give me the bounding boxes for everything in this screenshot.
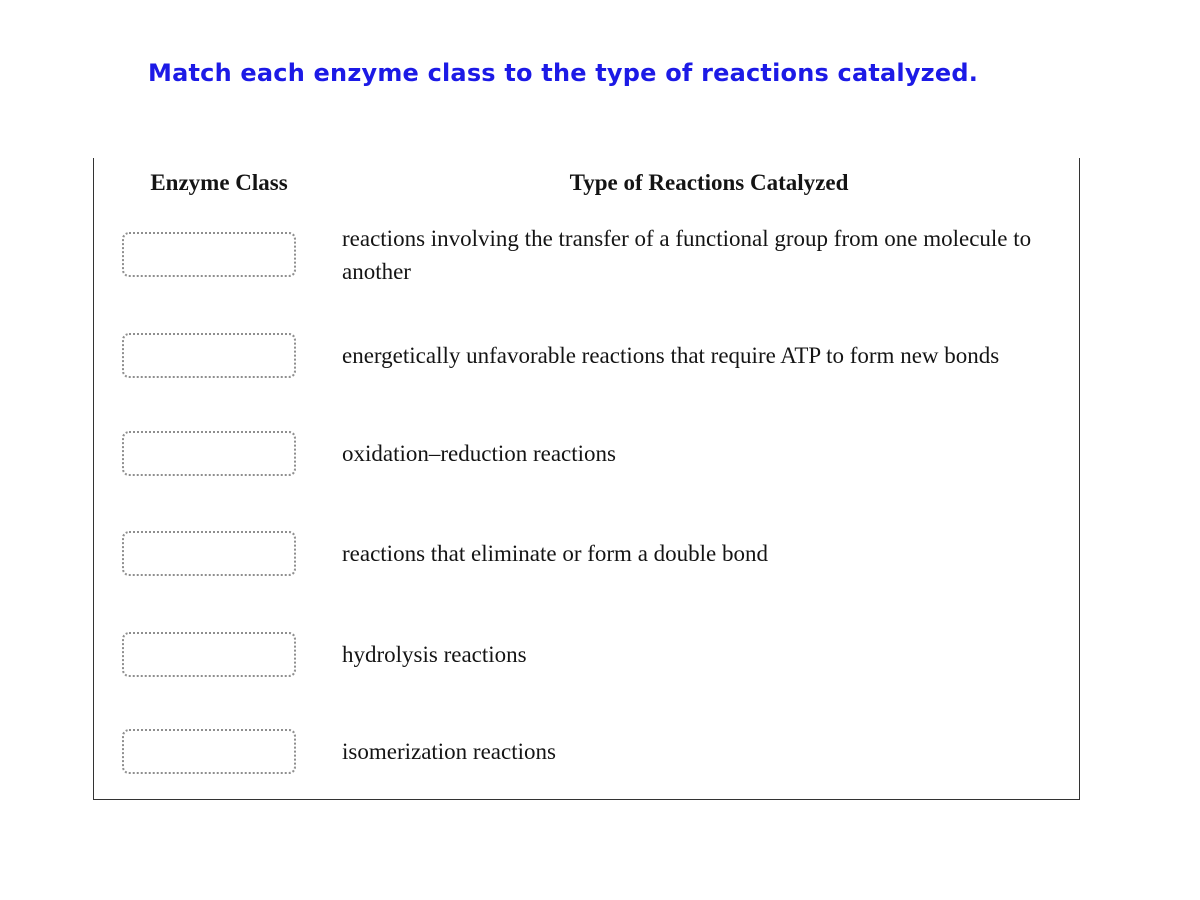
column-headers bbox=[94, 169, 1079, 197]
enzyme-class-drop-zone[interactable] bbox=[122, 729, 296, 774]
matching-row bbox=[94, 333, 1079, 378]
reaction-description: isomerization reactions bbox=[342, 739, 556, 764]
matching-row bbox=[94, 431, 1079, 476]
enzyme-class-drop-zone[interactable] bbox=[122, 632, 296, 677]
matching-row bbox=[94, 225, 1079, 284]
enzyme-class-drop-zone[interactable] bbox=[122, 333, 296, 378]
matching-row bbox=[94, 729, 1079, 774]
enzyme-class-drop-zone[interactable] bbox=[122, 232, 296, 277]
matching-row bbox=[94, 531, 1079, 576]
reaction-description: oxidation–reduction reactions bbox=[342, 441, 617, 466]
enzyme-class-drop-zone[interactable] bbox=[122, 531, 296, 576]
reaction-description: reactions that eliminate or form a double bond bbox=[342, 541, 769, 566]
page-title: Match each enzyme class to the type of reactions catalyzed. bbox=[148, 59, 979, 87]
matching-panel bbox=[93, 158, 1080, 800]
matching-row bbox=[94, 632, 1079, 677]
enzyme-class-drop-zone[interactable] bbox=[122, 431, 296, 476]
reaction-type-column-header: Type of Reactions Catalyzed bbox=[569, 170, 849, 195]
reaction-description: reactions involving the transfer of a functional group from one molecule to another bbox=[342, 225, 1032, 284]
reaction-description: energetically unfavorable reactions that require ATP to form new bonds bbox=[342, 343, 1000, 368]
enzyme-class-column-header: Enzyme Class bbox=[150, 170, 288, 195]
reaction-description: hydrolysis reactions bbox=[342, 642, 527, 667]
